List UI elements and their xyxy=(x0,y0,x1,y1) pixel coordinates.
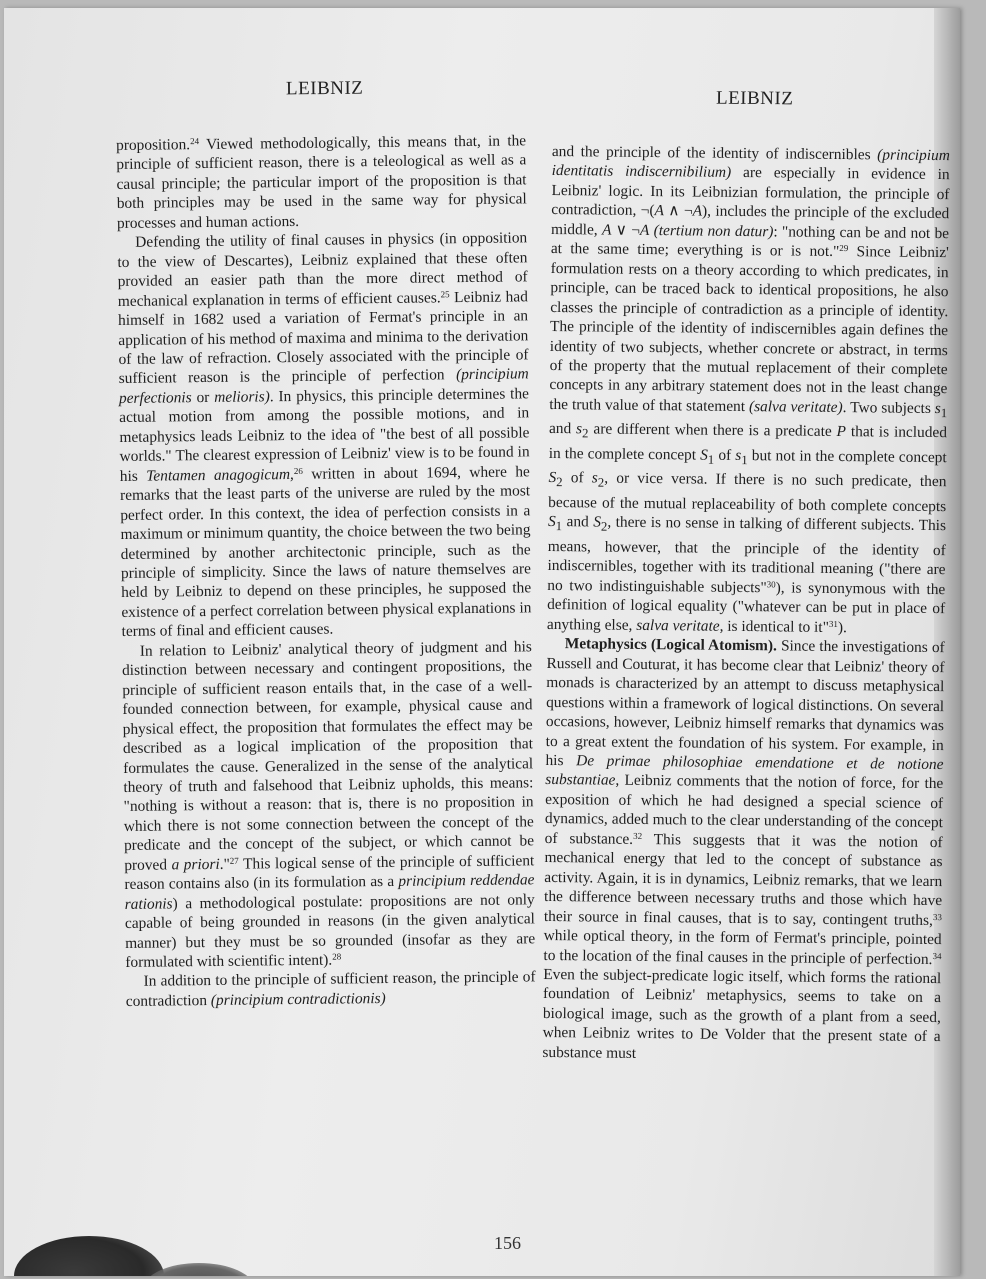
text-run: S xyxy=(593,513,602,532)
text-run: This suggests that it was the notion of mechanical energy that led to the concept of substance as activity. Again, it is in dynamics, Leibniz remarks, that we learn the difference between necessary truths and those which have their source in final causes, that is to say, contingent truths, xyxy=(543,830,943,929)
footnote-ref: 24 xyxy=(189,136,200,147)
footnote-ref: 25 xyxy=(440,288,450,299)
subscript: 1 xyxy=(707,452,715,467)
text-run: of xyxy=(714,446,736,464)
text-run: (principium identitatis indiscernibilium) xyxy=(551,146,950,182)
footnote-ref: 26 xyxy=(293,465,303,476)
text-run: ). xyxy=(837,618,848,636)
text-run: In addition to the principle of sufficient reason, the principle of contradiction xyxy=(125,968,536,1010)
right-text-column xyxy=(542,142,950,1066)
text-run: In relation to Leibniz' analytical theory of judgment and his distinction between necessary and contingent propositions, the principle of sufficient reason entails that, in the case of a well-founded connection between, for example, physical cause and physical effect, the proposition that formulates the effect may be described as a logical implication of the proposition that formulates the cause. Generalized in the sense of the analytical theory of truth and falsehood that Leibniz upholds, this means: "nothing is without a reason: that is, there is no proposition in which there is not some connection between the concept of the predicate and the concept of the subject, or which cannot be proved xyxy=(121,638,535,874)
text-run: s xyxy=(591,469,598,487)
text-run: Leibniz had himself in 1682 used a variation of Fermat's principle in an application of his method of maxima and minima to the derivation of the law of refraction. Closely associated with the principle of sufficient reason is the principle of perfection xyxy=(117,287,529,388)
text-run: Even the subject-predicate logic itself, which forms the rational foundation of Leibniz' metaphysics, seems to take on a biological image, such as the growth of a plant from a seed, when Leibniz writes to De Volder that the present state of a substance must xyxy=(542,965,942,1062)
text-run: are different when there is a predicate xyxy=(588,420,837,441)
text-run: Tentamen anagogicum, xyxy=(146,465,294,485)
text-run: of xyxy=(562,469,592,487)
text-run: S xyxy=(700,446,708,464)
subscript: 1 xyxy=(940,406,948,421)
left-text-column xyxy=(116,131,536,1011)
subscript: 1 xyxy=(555,519,563,534)
text-run: . Two subjects xyxy=(842,398,935,417)
text-run: A xyxy=(639,221,650,239)
footnote-ref: 33 xyxy=(932,911,942,922)
subscript: 2 xyxy=(581,426,589,441)
text-run: or xyxy=(191,388,215,407)
paragraph xyxy=(122,637,536,972)
text-run: Since Leibniz' formulation rests on a theory according to which predicates, in principle, can be traced back to identical propositions, he also classes the principle of contradiction as a principle of identity. The principle of the identity of indiscernibles again defines the identity of two subjects, whether concrete or abstract, in terms of the property that the mutual replacement of their complete concepts in any arbitrary statement does not in the least change the truth value of that statement xyxy=(549,243,949,415)
text-run: A xyxy=(692,202,703,220)
text-run: ∨ ¬ xyxy=(611,221,641,239)
book-page xyxy=(4,8,960,1276)
text-run: proposition. xyxy=(116,136,191,154)
text-run: ∧ ¬ xyxy=(663,202,693,220)
text-run: and the principle of the identity of indiscernibles xyxy=(551,142,878,164)
running-head-right: LEIBNIZ xyxy=(715,87,794,110)
thumb-shadow xyxy=(14,1236,164,1276)
footnote-ref: 27 xyxy=(229,855,239,866)
text-run: while optical theory, in the form of Fermat's principle, pointed to the location of the final causes in the principle of perfection. xyxy=(543,927,942,968)
paragraph xyxy=(547,142,950,638)
text-run: ) a methodological postulate: propositions are not only capable of being grounded in reasons (in the given analytical manner) but they must be so grounded (insofar as they are formulated with scientific intent). xyxy=(124,890,536,971)
text-run: : "nothing can be and not be at the same time; everything is or is not." xyxy=(550,223,950,261)
page-number: 156 xyxy=(494,1233,521,1253)
text-run: Since the investigations of Russell and Couturat, it has become clear that Leibniz' theory of monads is characterized by an attempt to discuss metaphysical questions within a framework of logical distinctions. On several occasions, however, Leibniz himself remarks that dynamics was to a great extent the foundation of his system. For example, in his xyxy=(545,637,945,770)
text-run: (principium contradictionis) xyxy=(210,989,386,1009)
text-run: , or vice versa. If there is no such predicate, then because of the mutual replaceability of both complete concepts xyxy=(548,470,947,516)
text-run: . In physics, this principle determines the actual motion from among the possible motions, and in metaphysics leads Leibniz to the idea of "the best of all possible worlds." The clearest expression of Leibniz' view is to be found in his xyxy=(119,385,530,485)
footnote-ref: 31 xyxy=(828,618,839,629)
text-run: that is included in the complete concept xyxy=(548,423,948,464)
paragraph xyxy=(116,131,527,233)
running-head-left: LEIBNIZ xyxy=(285,77,364,100)
subscript: 2 xyxy=(556,475,563,490)
text-run: (principium perfectionis xyxy=(118,365,529,407)
footnote-ref: 29 xyxy=(839,243,849,254)
text-run: Metaphysics (Logical Atomism). xyxy=(564,635,777,655)
subscript: 2 xyxy=(600,520,608,535)
text-run: written in about 1694, where he remarks that the least parts of the universe are ruled by the most perfect order. In this context, the idea of perfection consists in a maximum or minimum quantity, the choice between the two being determined by another architectonic principle, such as the principle of simplicity. Since the laws of nature themselves are held by Leibniz to depend on these principles, he supposed the existence of a perfect correlation between physical explanations in terms of final and efficient causes. xyxy=(119,463,532,641)
text-run: salva veritate xyxy=(636,616,720,635)
text-run: Viewed methodologically, this means that, in the principle of sufficient reason, there is a teleological as well as a causal principle; the particular import of the proposition is that both principles may be used in the same way for physical processes and human actions. xyxy=(116,132,527,232)
text-run: melioris) xyxy=(214,388,270,406)
footnote-ref: 32 xyxy=(633,830,643,841)
subscript: 1 xyxy=(741,453,748,468)
text-run: and xyxy=(562,513,594,531)
text-run: s xyxy=(576,420,583,438)
text-run: ." xyxy=(219,855,230,873)
text-run: (salva veritate) xyxy=(748,397,843,416)
text-run: This logical sense of the principle of sufficient reason contains also (in its formulation as a xyxy=(124,852,535,894)
text-run: (tertium non datur) xyxy=(653,221,774,241)
text-run: A xyxy=(654,202,665,220)
footnote-ref: 34 xyxy=(932,950,942,961)
text-run: ), includes the principle of the excluded middle, xyxy=(550,202,950,239)
paragraph xyxy=(542,634,944,1066)
text-run: and xyxy=(548,420,577,438)
text-run: Defending the utility of final causes in physics (in opposition to the view of Descartes), Leibniz explained that these often provided an easier path than the more direct method of mechanical explanation in terms of efficient causes. xyxy=(117,229,528,310)
text-run: a priori xyxy=(171,855,220,874)
footnote-ref: 28 xyxy=(332,951,342,962)
footnote-ref: 30 xyxy=(766,579,776,590)
text-run: , Leibniz comments that the notion of force, for the exposition of which he had designed a special science of dynamics, added much to the clear understanding of the concept of substance. xyxy=(544,772,944,848)
text-run: ), is synonymous with the definition of logical equality ("whatever can be put in place of anything else, xyxy=(546,579,946,634)
text-run: P xyxy=(836,423,847,441)
text-run: are especially in evidence in Leibniz' logic. In its Leibnizian formulation, the principle of contradiction, ¬( xyxy=(551,164,950,220)
text-run: S xyxy=(548,469,557,487)
paragraph xyxy=(125,968,535,1012)
text-run: principium reddendae rationis xyxy=(124,871,535,913)
text-run: but not in the complete concept xyxy=(747,447,947,467)
subscript: 2 xyxy=(597,476,605,491)
text-run: S xyxy=(547,513,556,531)
text-run: , there is no sense in talking of different subjects. This means, however, that the principle of the identity of indiscernibles, together with its traditional meaning ("there are no two indistinguishable subjects" xyxy=(547,514,947,597)
text-run: , is identical to it" xyxy=(719,617,830,636)
paragraph xyxy=(117,229,532,642)
text-run: s xyxy=(934,399,941,417)
text-run: A xyxy=(601,221,612,239)
text-run: De primae philosophiae emendatione et de notione substantiae xyxy=(545,752,944,790)
text-run: s xyxy=(735,446,742,464)
